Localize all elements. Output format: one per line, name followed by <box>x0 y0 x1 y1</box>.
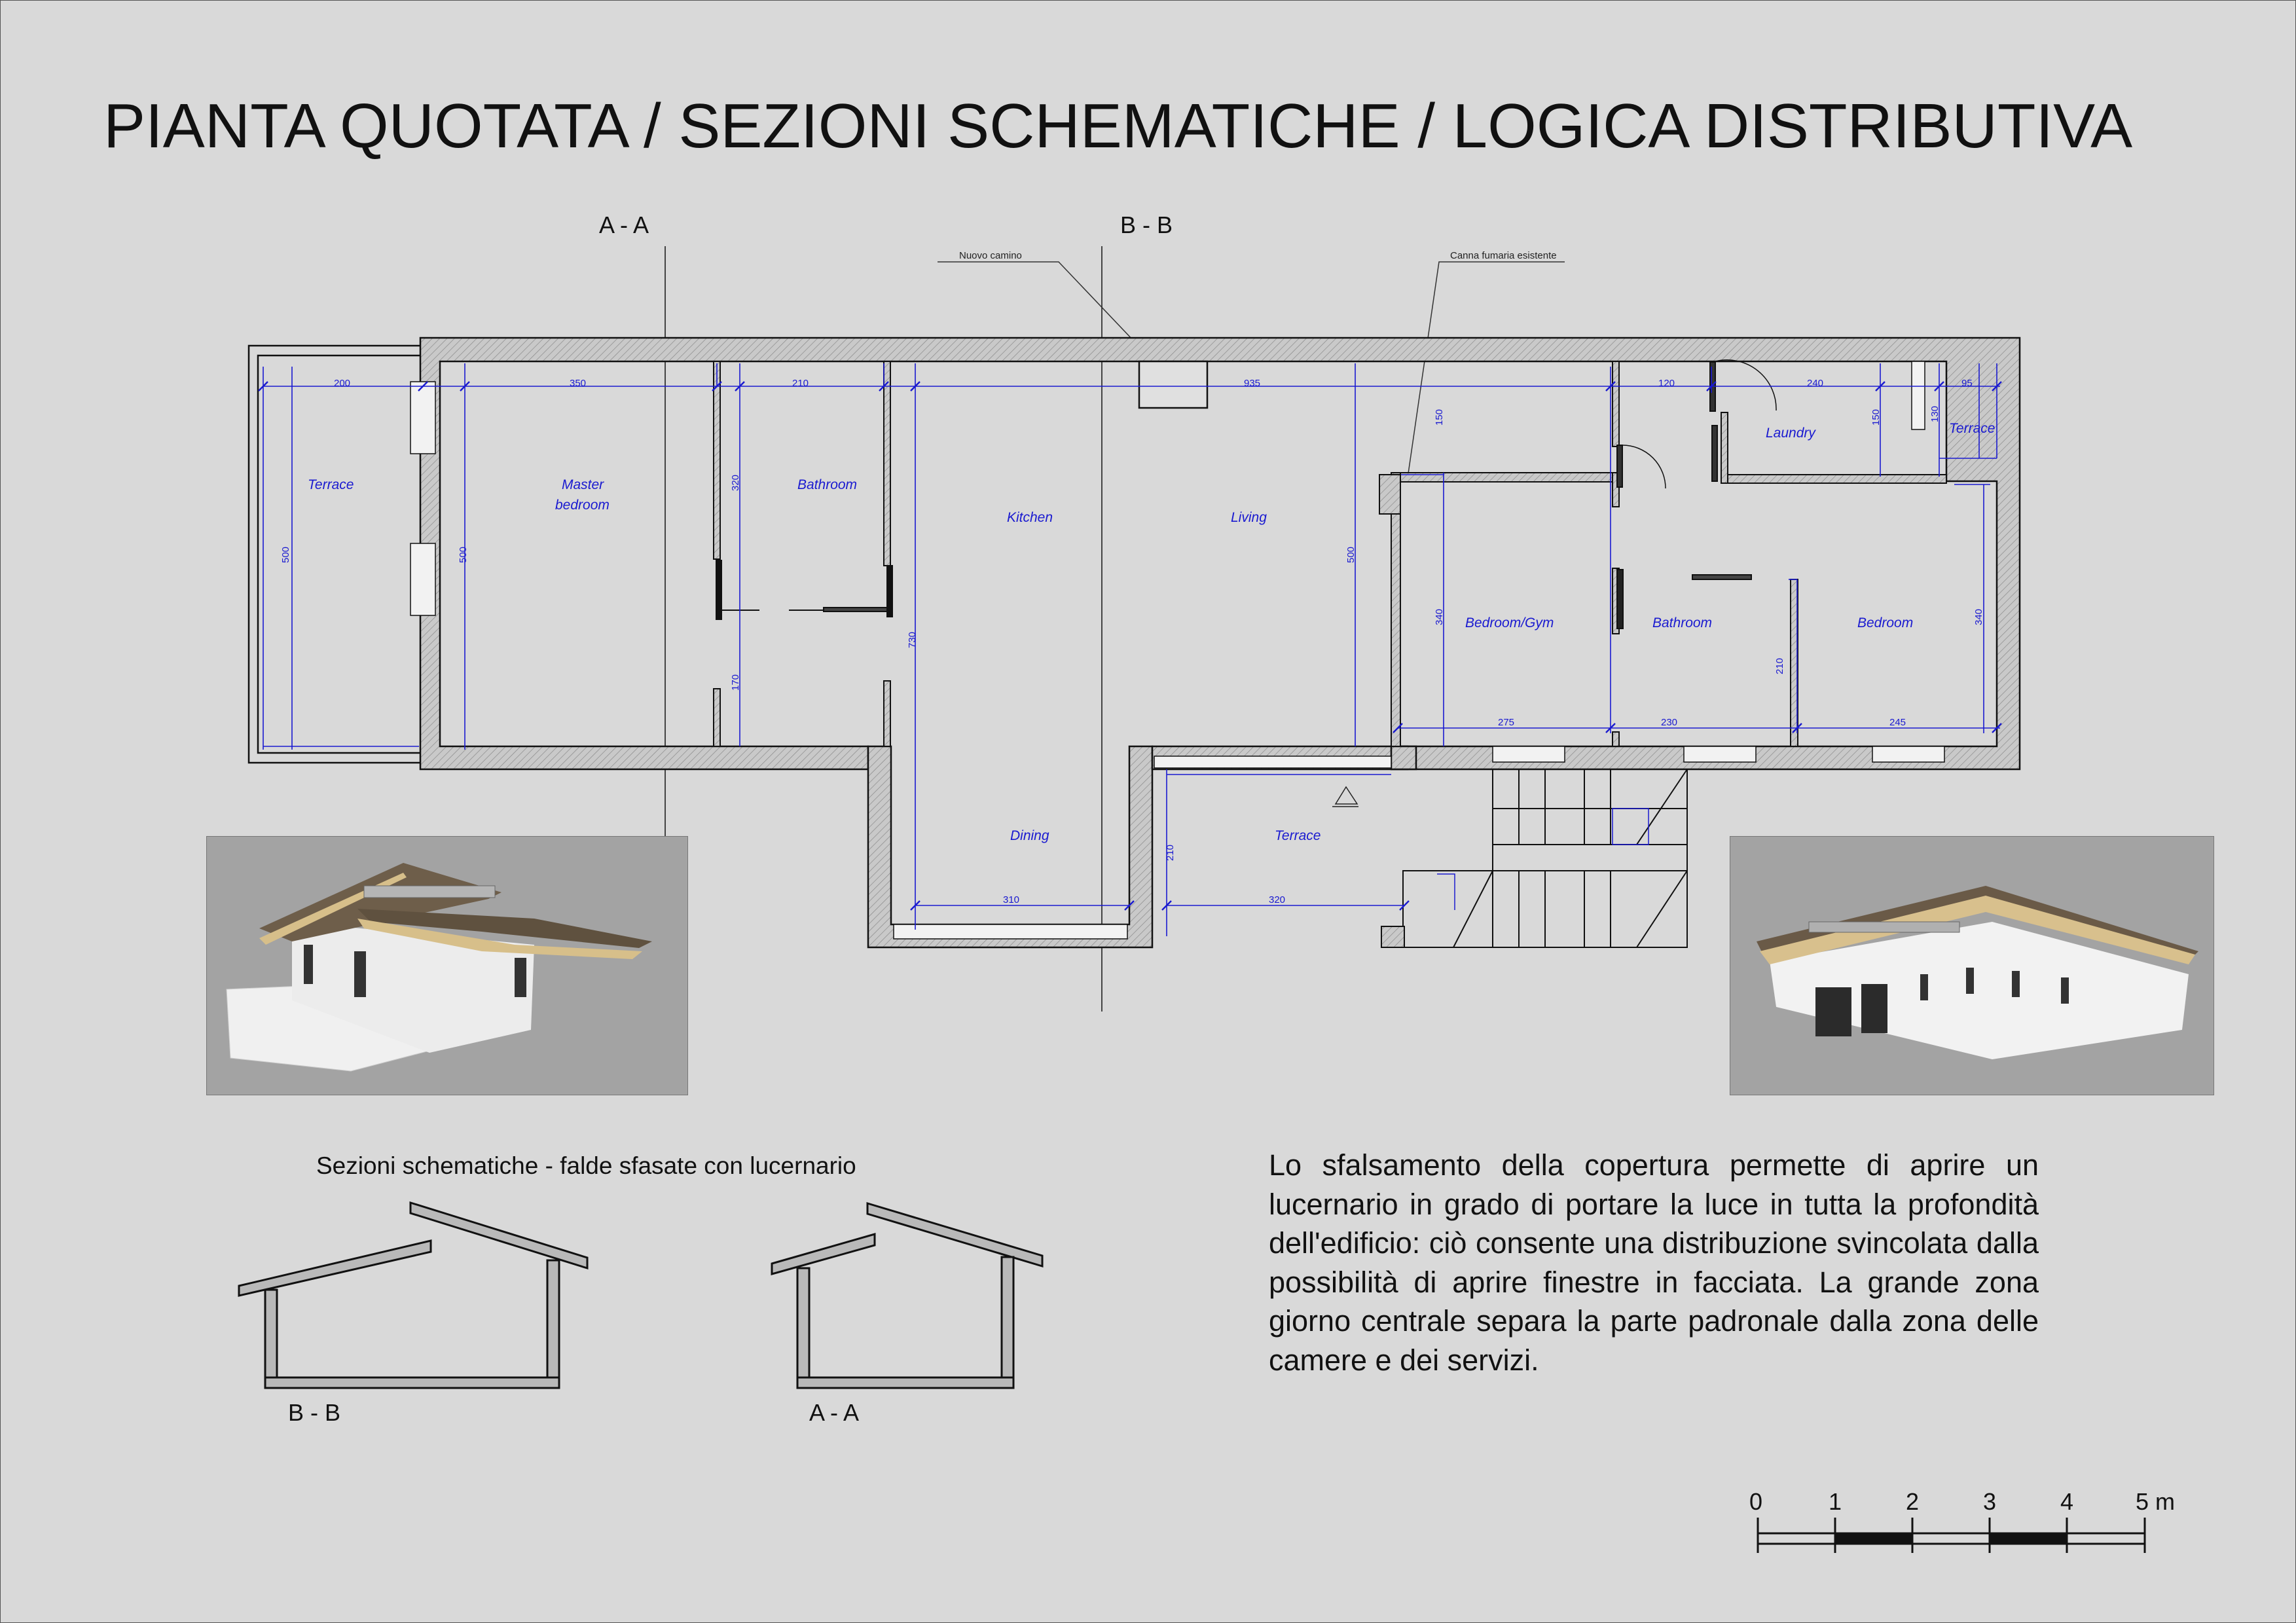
scale-tick-3: 3 <box>1983 1488 1997 1515</box>
fireplace-box <box>1139 361 1207 408</box>
render-view-east <box>1730 836 2214 1095</box>
room-dining: Dining <box>1010 828 1049 843</box>
dim-master-w: 350 <box>570 378 587 389</box>
dim-bedroom-w: 245 <box>1889 717 1906 728</box>
dim-bath2-h: 210 <box>1774 657 1785 674</box>
scale-tick-0: 0 <box>1749 1488 1763 1515</box>
sheet-title: PIANTA QUOTATA / SEZIONI SCHEMATICHE / LOGICA DISTRIBUTIVA <box>103 91 2133 161</box>
room-terrace-west: Terrace <box>308 477 354 492</box>
dim-gym-w: 275 <box>1498 717 1515 728</box>
design-description: Lo sfalsamento della copertura permette di aprire un lucernario in grado di portare la luce in tutta la profondità dell'edificio: ciò consente una distribuzione svincolata dalla possibilità di aprire finestre in facciata. La grande zona giorno centrale separa la parte padronale dalla zona delle camere e dei servizi. <box>1269 1148 2039 1377</box>
staircase <box>1381 769 1687 947</box>
flue-callout: Canna fumaria esistente <box>1450 250 1557 261</box>
dim-laundry-h: 150 <box>1870 409 1882 426</box>
dim-terrace-w: 200 <box>334 378 351 389</box>
dim-terrace-s-w: 320 <box>1269 894 1286 905</box>
schematic-section-b-b <box>239 1203 587 1388</box>
dim-laundry-w: 240 <box>1807 378 1824 389</box>
dim-bath2-w: 230 <box>1661 717 1678 728</box>
dim-hall-w: 120 <box>1658 378 1675 389</box>
room-bedroom-gym: Bedroom/Gym <box>1465 615 1554 630</box>
dim-hall-h: 150 <box>1434 409 1445 426</box>
scale-tick-1: 1 <box>1829 1488 1842 1515</box>
scale-bar <box>1749 1488 2175 1553</box>
terrace-slope-marker <box>1332 787 1358 807</box>
house-render-west <box>207 837 687 1095</box>
room-laundry: Laundry <box>1766 426 1815 441</box>
section-cut-label-b: B - B <box>1120 211 1173 238</box>
dim-terrace-s-h: 210 <box>1165 844 1176 861</box>
scale-tick-4: 4 <box>2060 1488 2074 1515</box>
west-terrace-parapet <box>249 346 420 763</box>
dim-bath-w: 210 <box>792 378 809 389</box>
interior-walls <box>714 361 1946 746</box>
fireplace-callout: Nuovo camino <box>959 250 1022 261</box>
callout-leaders <box>938 262 1565 478</box>
dim-terrace-h: 500 <box>280 546 291 563</box>
room-living: Living <box>1231 510 1267 525</box>
dim-kitchen-depth: 730 <box>907 631 918 648</box>
dim-living-w: 935 <box>1244 378 1261 389</box>
schematic-section-a-a <box>772 1203 1042 1388</box>
scale-tick-5: 5 m <box>2136 1488 2176 1515</box>
scale-tick-2: 2 <box>1906 1488 1920 1515</box>
sections-title: Sezioni schematiche - falde sfasate con lucernario <box>316 1152 856 1179</box>
room-bathroom-east: Bathroom <box>1652 615 1713 630</box>
dim-terrace-east-w: 95 <box>1961 378 1973 389</box>
section-label-b-b: B - B <box>288 1399 341 1426</box>
house-render-east <box>1730 837 2214 1095</box>
dim-bath-h: 320 <box>730 474 741 491</box>
dim-bedroom-h: 340 <box>1973 608 1984 625</box>
room-terrace-south: Terrace <box>1275 828 1321 843</box>
dim-master-h: 500 <box>458 546 469 563</box>
dim-living-h: 500 <box>1345 546 1357 563</box>
room-bedroom: Bedroom <box>1857 615 1914 630</box>
dim-gym-h: 340 <box>1434 608 1445 625</box>
room-bathroom-master: Bathroom <box>797 477 858 492</box>
room-master-bedroom-1: Master <box>562 477 604 492</box>
room-terrace-east: Terrace <box>1949 421 1995 436</box>
room-kitchen: Kitchen <box>1007 510 1053 525</box>
room-master-bedroom-2: bedroom <box>555 498 610 513</box>
render-view-west <box>206 836 688 1095</box>
fireplace-leader <box>938 262 1172 381</box>
dim-terrace-east-h: 130 <box>1929 405 1941 422</box>
dim-dining-w: 310 <box>1003 894 1020 905</box>
flue-leader <box>1408 262 1565 478</box>
dim-bath-lower: 170 <box>730 674 741 691</box>
section-cut-label-a: A - A <box>599 211 649 238</box>
section-label-a-a: A - A <box>809 1399 860 1426</box>
